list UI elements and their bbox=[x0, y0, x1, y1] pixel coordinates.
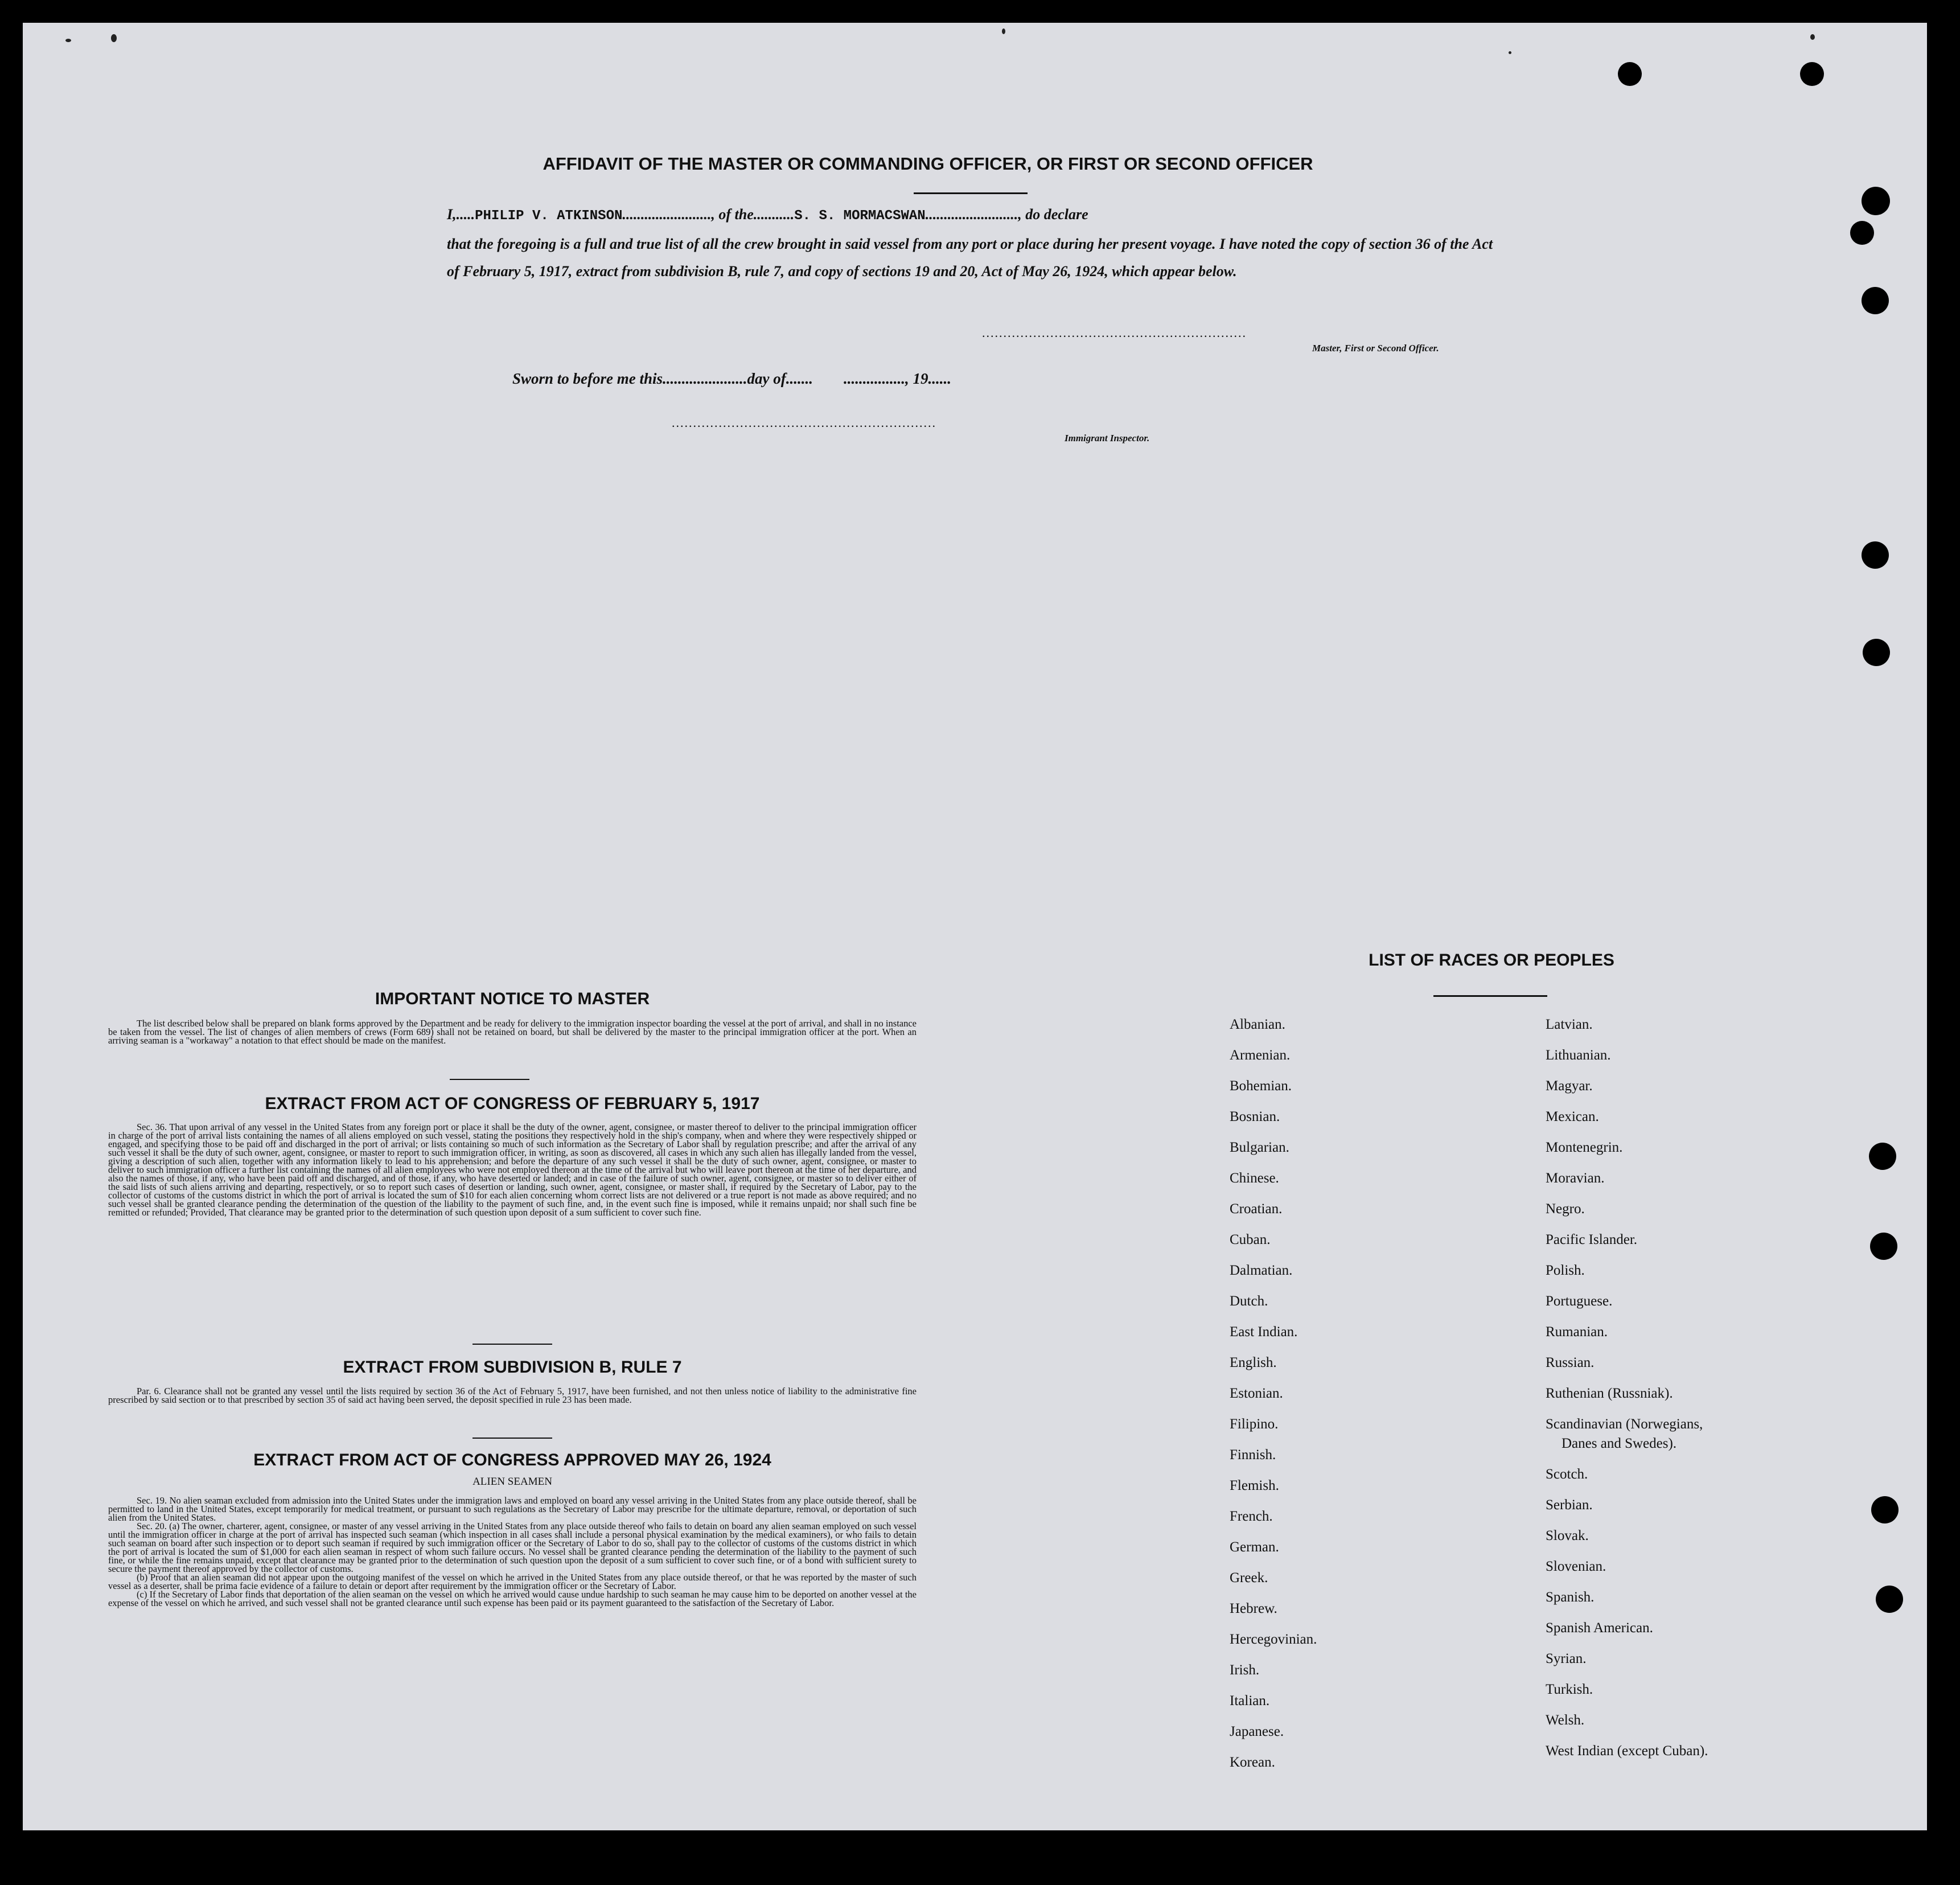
punch-hole bbox=[1618, 62, 1642, 86]
races-right-column bbox=[1546, 1016, 1708, 1773]
race-item: German. bbox=[1230, 1539, 1279, 1555]
punch-hole bbox=[1800, 62, 1824, 86]
sworn-year-field[interactable]: ...... bbox=[928, 370, 952, 387]
sworn-day-label: day of bbox=[747, 370, 786, 387]
race-item: Slovak. bbox=[1546, 1528, 1589, 1543]
punch-hole bbox=[1863, 639, 1890, 666]
extract-1924-title: EXTRACT FROM ACT OF CONGRESS APPROVED MAY 26, 1924 bbox=[253, 1451, 771, 1469]
race-item: Slovenian. bbox=[1546, 1559, 1606, 1574]
race-item: Dutch. bbox=[1230, 1293, 1268, 1309]
race-item: Bosnian. bbox=[1230, 1109, 1280, 1124]
declaration-line bbox=[447, 206, 1500, 224]
race-item: Korean. bbox=[1230, 1755, 1275, 1770]
race-item: Spanish American. bbox=[1546, 1620, 1653, 1636]
punch-hole bbox=[1862, 541, 1889, 569]
master-name-field[interactable]: PHILIP V. ATKINSON bbox=[475, 208, 623, 224]
punch-hole bbox=[1876, 1586, 1903, 1613]
race-item: Cuban. bbox=[1230, 1232, 1271, 1247]
speck bbox=[111, 34, 117, 42]
race-item: Armenian. bbox=[1230, 1048, 1291, 1063]
race-item: Lithuanian. bbox=[1546, 1048, 1611, 1063]
race-item: Turkish. bbox=[1546, 1682, 1593, 1697]
punch-hole bbox=[1862, 187, 1890, 215]
race-item: Montenegrin. bbox=[1546, 1140, 1623, 1155]
affidavit-title: AFFIDAVIT OF THE MASTER OR COMMANDING OFFICER, OR FIRST OR SECOND OFFICER bbox=[543, 154, 1313, 174]
section-divider bbox=[472, 1344, 552, 1345]
race-item: Russian. bbox=[1546, 1355, 1595, 1370]
inspector-signature-line[interactable]: .............................................................. bbox=[672, 416, 936, 430]
race-item: Chinese. bbox=[1230, 1171, 1279, 1186]
race-item: Serbian. bbox=[1546, 1497, 1593, 1513]
extract-1917-title: EXTRACT FROM ACT OF CONGRESS OF FEBRUARY 5, 1917 bbox=[265, 1094, 760, 1113]
declaration-suffix: , do declare bbox=[1018, 206, 1088, 223]
race-item: Bulgarian. bbox=[1230, 1140, 1289, 1155]
race-item: Latvian. bbox=[1546, 1017, 1593, 1032]
race-item: Pacific Islander. bbox=[1546, 1232, 1638, 1247]
extract-rule7-text: Par. 6. Clearance shall not be granted any vessel until the lists required by section 36 of the Act of February 5, 1917, have been furnished, and not then unless notice of liability to the administrative fine prescribed by said section or to that prescribed by section 35 of said act having been served, the deposit specified in rule 23 has been made. bbox=[108, 1386, 917, 1405]
extract-1924-body bbox=[108, 1496, 917, 1607]
race-item: Polish. bbox=[1546, 1263, 1585, 1278]
race-item: Estonian. bbox=[1230, 1386, 1283, 1401]
sworn-line bbox=[512, 370, 951, 388]
races-divider bbox=[1433, 995, 1547, 997]
inspector-caption: Immigrant Inspector. bbox=[1065, 433, 1150, 443]
race-item: Finnish. bbox=[1230, 1447, 1276, 1463]
title-divider bbox=[914, 192, 1028, 194]
race-item: East Indian. bbox=[1230, 1324, 1298, 1340]
sec20c-text: (c) If the Secretary of Labor finds that deportation of the alien seaman on the vessel on which he arrived would cause undue hardship to such seaman he may cause him to be deported on another vessel at the expense of the vessel on which he arrived, and such vessel shall not be granted clearance until such expense has been paid or its payment guaranteed to the satisfaction of the Secretary of Labor. bbox=[108, 1589, 917, 1608]
race-item: Danes and Swedes). bbox=[1562, 1436, 1677, 1451]
section-divider bbox=[450, 1079, 529, 1080]
race-item: Portuguese. bbox=[1546, 1293, 1613, 1309]
dot-leader: ......................... bbox=[925, 206, 1018, 223]
sworn-month-field[interactable]: ....... ................ bbox=[786, 370, 906, 387]
extract-rule7-title: EXTRACT FROM SUBDIVISION B, RULE 7 bbox=[343, 1358, 682, 1377]
race-item: Flemish. bbox=[1230, 1478, 1279, 1493]
signature-caption: Master, First or Second Officer. bbox=[1312, 343, 1439, 354]
sec20b-text: (b) Proof that an alien seaman did not appear upon the outgoing manifest of the vessel on which he arrived in the United States from any place outside thereof, or that he was reported by the master of such vessel as a deserter, shall be prima facie evidence of a failure to detain or deport after requirement by the immigration officer or the Secretary of Labor. bbox=[108, 1572, 917, 1591]
race-item: English. bbox=[1230, 1355, 1277, 1370]
race-item: Mexican. bbox=[1546, 1109, 1599, 1124]
speck bbox=[1509, 51, 1511, 54]
race-item: Negro. bbox=[1546, 1201, 1585, 1217]
sec20a-text: Sec. 20. (a) The owner, charterer, agent, consignee, or master of any vessel arriving in the United States from any place outside thereof who fails to detain on board any alien seaman employed on such vessel until the immigration officer in charge at the port of arrival has inspected such seaman (which inspection in all cases shall include a personal physical examination by the medical examiners), or who fails to detain such seaman on board after such inspection or to deport such seaman if required by such immigration officer or the Secretary of Labor to do so, shall pay to the collector of customs of the customs district in which the port of arrival is located the sum of $1,000 for each alien seaman in respect of whom such failure occurs. No vessel shall be granted clearance pending the determination of the liability to the payment of such fine, or while the fine remains unpaid, except that clearance may be granted prior to the determination of such question upon the deposit of a sum sufficient to cover such fine, or of a bond with sufficient surety to secure the payment thereof approved by the collector of customs. bbox=[108, 1521, 917, 1574]
race-item: Magyar. bbox=[1546, 1078, 1593, 1094]
punch-hole bbox=[1869, 1143, 1896, 1170]
race-item: Bohemian. bbox=[1230, 1078, 1292, 1094]
extract-1924-subtitle: ALIEN SEAMEN bbox=[472, 1476, 552, 1488]
race-item: Scotch. bbox=[1546, 1467, 1588, 1482]
dot-leader: ........................ bbox=[622, 206, 712, 223]
speck bbox=[1002, 28, 1005, 34]
race-item: Hebrew. bbox=[1230, 1601, 1277, 1616]
races-left-column bbox=[1230, 1016, 1317, 1785]
dot-leader: ..... bbox=[456, 206, 475, 223]
dot-leader: ........... bbox=[753, 206, 795, 223]
race-item: Dalmatian. bbox=[1230, 1263, 1293, 1278]
punch-hole bbox=[1850, 221, 1874, 245]
races-title: LIST OF RACES OR PEOPLES bbox=[1369, 951, 1614, 970]
notice-title: IMPORTANT NOTICE TO MASTER bbox=[375, 989, 650, 1008]
punch-hole bbox=[1870, 1233, 1897, 1260]
speck bbox=[65, 39, 71, 42]
race-item: Spanish. bbox=[1546, 1590, 1595, 1605]
section-divider bbox=[472, 1438, 552, 1439]
sworn-date-field[interactable]: ...................... bbox=[663, 370, 747, 387]
sworn-prefix: Sworn to before me this bbox=[512, 370, 663, 387]
race-item: French. bbox=[1230, 1509, 1273, 1524]
race-item: Hercegovinian. bbox=[1230, 1632, 1317, 1647]
race-item: Moravian. bbox=[1546, 1171, 1605, 1186]
extract-rule7-body bbox=[108, 1387, 917, 1404]
race-item: Greek. bbox=[1230, 1570, 1268, 1586]
speck bbox=[1810, 34, 1815, 40]
race-item: Rumanian. bbox=[1546, 1324, 1608, 1340]
notice-text: The list described below shall be prepared on blank forms approved by the Department and be ready for delivery to the immigration inspector boarding the vessel at the port of arrival, and shall in no instance be taken from the vessel. The list of changes of alien members of crews (Form 689) shall not be retained on board, but shall be delivered by the master to the principal immigration officer at the port. When an arriving seaman is a "workaway" a notation to that effect should be made on the manifest. bbox=[108, 1018, 917, 1046]
punch-hole bbox=[1871, 1496, 1899, 1523]
race-item: Japanese. bbox=[1230, 1724, 1284, 1739]
vessel-name-field[interactable]: S. S. MORMACSWAN bbox=[794, 208, 926, 224]
race-item: Filipino. bbox=[1230, 1416, 1279, 1432]
punch-hole bbox=[1862, 287, 1889, 314]
race-item: Scandinavian (Norwegians, bbox=[1546, 1416, 1703, 1432]
notice-body bbox=[108, 1019, 917, 1045]
declaration-prefix: I, bbox=[447, 206, 457, 223]
extract-1917-body bbox=[108, 1123, 917, 1217]
declaration-body: that the foregoing is a full and true list of all the crew brought in said vessel from any port or place during her present voyage. I have noted the copy of section 36 of the Act of February 5, 1917, extract from subdivision B, rule 7, and copy of sections 19 and 20, Act of May 26, 1924, which appear below. bbox=[447, 236, 1493, 280]
race-item: West Indian (except Cuban). bbox=[1546, 1743, 1708, 1759]
race-item: Welsh. bbox=[1546, 1712, 1585, 1728]
declaration-of: , of the bbox=[711, 206, 754, 223]
race-item: Croatian. bbox=[1230, 1201, 1283, 1217]
signature-line[interactable]: .............................................................. bbox=[982, 326, 1247, 340]
race-item: Ruthenian (Russniak). bbox=[1546, 1386, 1673, 1401]
sworn-year-label: , 19 bbox=[905, 370, 928, 387]
race-item: Irish. bbox=[1230, 1662, 1260, 1678]
race-item: Italian. bbox=[1230, 1693, 1270, 1709]
extract-1917-text: Sec. 36. That upon arrival of any vessel in the United States from any foreign port or place it shall be the duty of the owner, agent, consignee, or master thereof to deliver to the principal immigration officer in charge of the port of arrival lists containing the names of all aliens employed on such vessel, stating the positions they respectively hold in the ship's company, when and where they were respectively shipped or engaged, and specifying those to be paid off and discharged in the port of arrival; or lists containing so much of such information as the Secretary of Labor shall by regulation prescribe; and after the arrival of any such vessel it shall be the duty of such owner, agent, consignee, or master to report to such immigration officer, in writing, as soon as discovered, all cases in which any such alien has illegally landed from the vessel, giving a description of such alien, together with any information likely to lead to his apprehension; and before the departure of any such vessel it shall be the duty of such owner, agent, consignee, or master to deliver to such immigration officer a further list containing the names of all alien employees who were not employed thereon at the time of the arrival but who will leave port thereon at the time of her departure, and also the names of those, if any, who have been paid off and discharged, and of those, if any, who have deserted or landed; and in case of the failure of such owner, agent, consignee, or master so to deliver either of the said lists of such aliens arriving and departing, respectively, or so to report such cases of desertion or landing, such owner, agent, consignee, or master shall, if required by the Secretary of Labor, pay to the collector of customs of the customs district in which the port of arrival is located the sum of $10 for each alien concerning whom correct lists are not delivered or a true report is not made as above required; and no such vessel shall be granted clearance pending the determination of the question of the liability to the payment of such fine, and, in the event such fine is imposed, while it remains unpaid; nor shall such fine be remitted or refunded; Provided, That clearance may be granted prior to the determination of such question upon deposit of a sum sufficient to cover such fine. bbox=[108, 1122, 917, 1218]
race-item: Albanian. bbox=[1230, 1017, 1285, 1032]
race-item: Syrian. bbox=[1546, 1651, 1587, 1666]
sec19-text: Sec. 19. No alien seaman excluded from admission into the United States under the immigration laws and employed on board any vessel arriving in the United States from any place outside thereof, shall be permitted to land in the United States, except temporarily for medical treatment, or pursuant to such regulations as the Secretary of Labor may prescribe for the ultimate departure, removal, or deportation of such alien from the United States. bbox=[108, 1495, 917, 1523]
